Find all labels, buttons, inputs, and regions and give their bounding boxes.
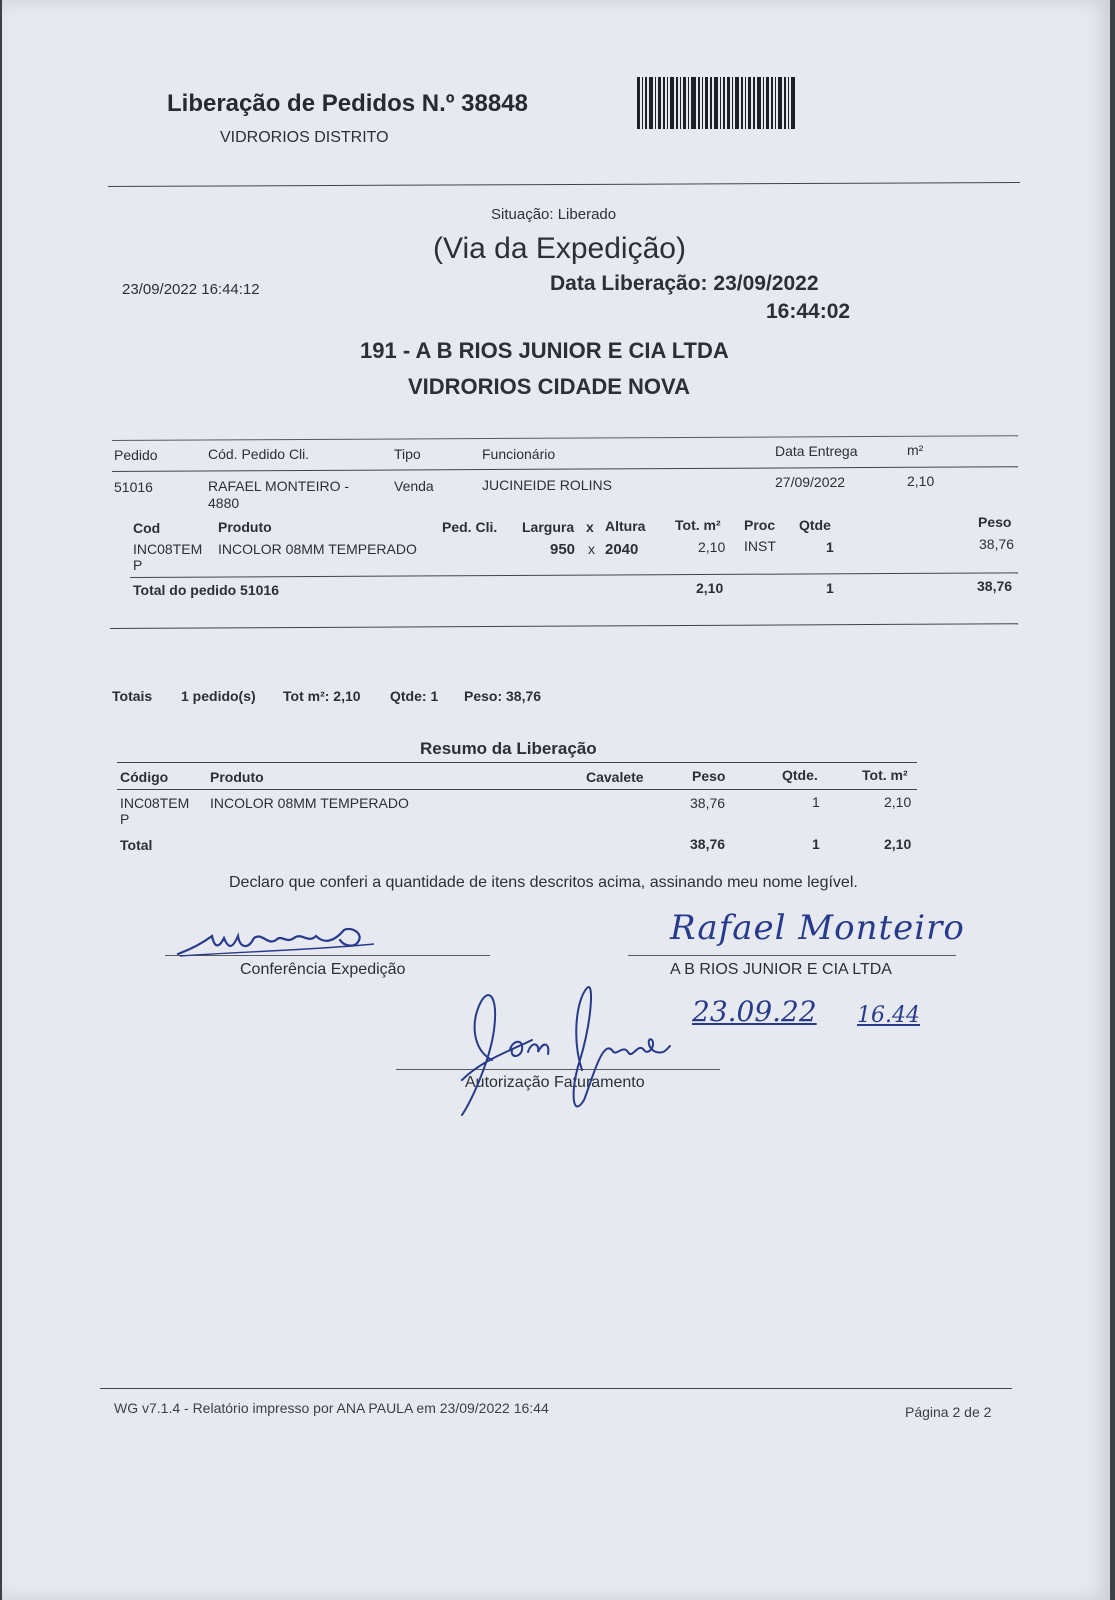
totals-pedidos: 1 pedido(s) <box>181 688 256 704</box>
declaration-text: Declaro que conferi a quantidade de itens descritos acima, assinando meu nome legível. <box>229 874 858 891</box>
item-header-ped-cli: Ped. Cli. <box>442 519 498 535</box>
copy-label: (Via da Expedição) <box>433 232 686 265</box>
item-proc: INST <box>744 538 776 554</box>
barcode <box>637 77 797 134</box>
document-title: Liberação de Pedidos N.º 38848 <box>167 90 528 117</box>
bottom-signature-caption: Autorização Faturamento <box>465 1074 645 1091</box>
bottom-signature <box>452 980 672 1120</box>
item-x: x <box>588 541 595 557</box>
item-header-peso: Peso <box>978 514 1012 530</box>
totals-qtde: Qtde: 1 <box>390 688 439 704</box>
summary-codigo-2: P <box>120 811 130 827</box>
order-cod-pedido-cli-2: 4880 <box>208 495 240 511</box>
left-signature <box>174 920 384 960</box>
item-header-qtde: Qtde <box>799 517 831 533</box>
item-qtde: 1 <box>826 539 834 555</box>
summary-tot-m2: 2,10 <box>884 794 912 810</box>
right-signature-line <box>628 955 956 956</box>
summary-codigo-1: INC08TEM <box>120 795 190 811</box>
release-label: Data Liberação: <box>550 272 708 295</box>
client-store: VIDRORIOS CIDADE NOVA <box>408 374 690 399</box>
order-table-top-rule <box>112 435 1018 441</box>
summary-total-label: Total <box>120 837 153 853</box>
status-label: Situação: Liberado <box>491 206 617 223</box>
item-cod-1: INC08TEM <box>133 541 203 557</box>
order-data-entrega: 27/09/2022 <box>775 474 846 490</box>
header-cod-pedido-cli: Cód. Pedido Cli. <box>208 446 310 462</box>
release-time: 16:44:02 <box>766 300 851 323</box>
item-cod-2: P <box>133 557 143 573</box>
document-page <box>2 0 1110 1600</box>
summary-header-qtde: Qtde. <box>782 767 818 783</box>
totals-m2: Tot m²: 2,10 <box>283 688 361 704</box>
order-total-label: Total do pedido 51016 <box>133 582 279 598</box>
totals-peso: Peso: 38,76 <box>464 688 542 704</box>
item-header-altura: Altura <box>605 518 646 534</box>
item-produto: INCOLOR 08MM TEMPERADO <box>218 541 417 557</box>
handwritten-time: 16.44 <box>857 1003 920 1028</box>
header-pedido: Pedido <box>114 447 158 463</box>
right-signature-caption: A B RIOS JUNIOR E CIA LTDA <box>670 961 892 978</box>
summary-peso: 38,76 <box>690 795 726 811</box>
item-header-produto: Produto <box>218 519 272 535</box>
handwritten-date: 23.09.22 <box>692 995 817 1028</box>
order-m2: 2,10 <box>907 473 935 489</box>
order-table-bottom-rule <box>110 623 1018 629</box>
release-date-value: 23/09/2022 <box>713 272 819 295</box>
header-funcionario: Funcionário <box>482 446 556 462</box>
order-total-rule <box>130 572 1018 578</box>
summary-header-tot-m2: Tot. m² <box>862 767 908 783</box>
order-header-rule <box>112 466 1018 472</box>
summary-total-peso: 38,76 <box>690 836 726 852</box>
totals-label: Totais <box>112 688 153 704</box>
item-largura: 950 <box>550 541 576 558</box>
footer-rule <box>100 1388 1012 1389</box>
order-cod-pedido-cli-1: RAFAEL MONTEIRO - <box>208 478 350 494</box>
item-peso: 38,76 <box>979 536 1015 552</box>
summary-total-tot-m2: 2,10 <box>884 836 912 852</box>
header-data-entrega: Data Entrega <box>775 443 858 459</box>
header-tipo: Tipo <box>394 446 421 462</box>
summary-total-qtde: 1 <box>812 836 820 852</box>
item-tot-m2: 2,10 <box>698 539 726 555</box>
item-header-proc: Proc <box>744 517 776 533</box>
item-header-x: x <box>586 519 594 535</box>
page-number: Página 2 de 2 <box>905 1404 992 1420</box>
summary-header-produto: Produto <box>210 769 264 785</box>
order-total-m2: 2,10 <box>696 580 724 596</box>
summary-top-rule <box>117 762 917 763</box>
summary-produto: INCOLOR 08MM TEMPERADO <box>210 795 409 811</box>
order-total-qtde: 1 <box>826 580 834 596</box>
summary-header-cavalete: Cavalete <box>586 769 644 785</box>
summary-title: Resumo da Liberação <box>420 739 597 758</box>
item-header-cod: Cod <box>133 520 161 536</box>
footer-print-info: WG v7.1.4 - Relatório impresso por ANA PAULA em 23/09/2022 16:44 <box>114 1400 549 1416</box>
summary-header-rule <box>117 789 917 790</box>
right-signature-handwritten: Rafael Monteiro <box>670 908 965 948</box>
release-date <box>550 272 819 296</box>
printed-datetime: 23/09/2022 16:44:12 <box>122 281 260 298</box>
summary-header-codigo: Código <box>120 769 169 785</box>
item-header-tot-m2: Tot. m² <box>675 517 721 533</box>
order-pedido: 51016 <box>114 479 153 495</box>
item-header-largura: Largura <box>522 519 575 535</box>
header-m2: m² <box>907 442 924 458</box>
left-signature-caption: Conferência Expedição <box>240 961 406 978</box>
order-tipo: Venda <box>394 478 434 494</box>
item-altura: 2040 <box>605 541 639 558</box>
order-total-peso: 38,76 <box>977 578 1013 594</box>
header-divider <box>108 182 1020 187</box>
client-name: 191 - A B RIOS JUNIOR E CIA LTDA <box>360 338 729 363</box>
order-funcionario: JUCINEIDE ROLINS <box>482 477 612 493</box>
company-name: VIDRORIOS DISTRITO <box>220 129 389 146</box>
summary-qtde: 1 <box>812 794 820 810</box>
summary-header-peso: Peso <box>692 768 726 784</box>
